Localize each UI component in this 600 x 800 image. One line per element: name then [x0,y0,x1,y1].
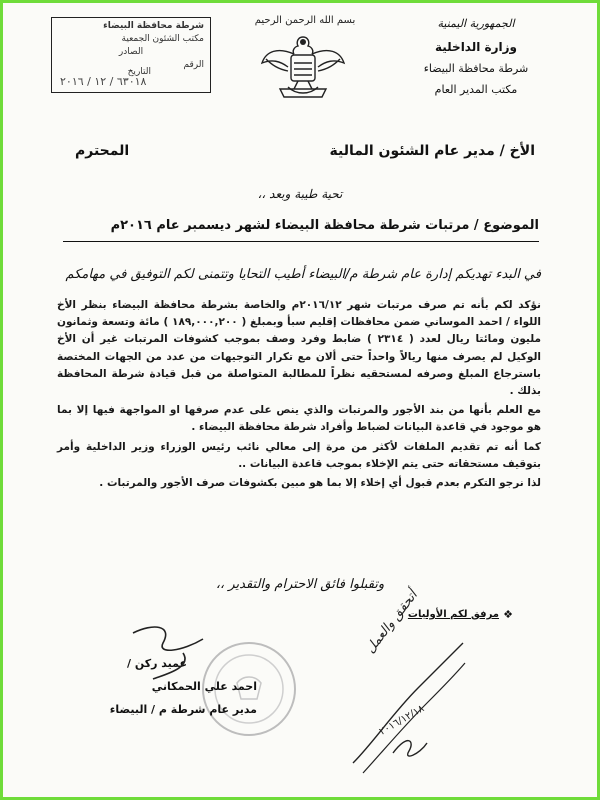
stamp-number: ٦٣٠١٨ / ١٢ / ٢٠١٦ [60,75,147,88]
subject-line: الموضوع / مرتبات شرطة محافظة البيضاء لشهر ديسمبر عام ٢٠١٦م [110,218,539,233]
greeting: تحية طيبة وبعد ،، [257,187,343,201]
closing-regards: وتقبلوا فائق الاحترام والتقدير ،، [215,577,385,592]
attachment-note: مرفق لكم الأوليات [407,609,499,620]
stamp-outgoing: الصادر [118,47,144,57]
ministry-name: وزارة الداخلية [434,40,518,54]
subject-underline [63,241,539,242]
signatory-title: مدير عام شرطة م / البيضاء [109,703,257,716]
signatory-name: احمد علي الحمكاني [151,680,257,693]
pen-signature-icon [123,613,243,683]
basmala: بسم الله الرحمن الرحيم [254,15,356,26]
letter-body [57,297,541,494]
body-paragraph: لذا نرجو التكرم بعدم قبول أي إخلاء إلا بما هو مبين بكشوفات صرف الأجور والمرتبات . [99,477,541,490]
yemen-eagle-emblem-icon [258,29,348,107]
outgoing-stamp [51,17,211,93]
signatory-rank: عميد ركن / [126,657,188,670]
police-directorate: شرطة محافظة البيضاء [423,62,529,75]
stamp-office: مكتب الشئون الجمعية [121,34,204,44]
stamp-number-label: الرقم [183,60,204,70]
body-paragraph: كما أنه تم تقديم الملفات لأكثر من مرة إلى معالي نائب رئيس الوزراء وزير الداخلية وأمر بتوقيف مستحقاته حتى يتم الإخلاء بموجب قاعدة البيانات .. [57,440,541,470]
addressee: الأخ / مدير عام الشئون المالية [329,143,535,159]
stamp-police: شرطة محافظة البيضاء [103,21,204,31]
intro-line: في البدء تهديكم إدارة عام شرطة م/البيضاء أطيب التحايا وتتمنى لكم التوفيق في مهامكم [65,267,541,282]
body-paragraph: نؤكد لكم بأنه تم صرف مرتبات شهر ٢٠١٦/١٢م والخاصة بشرطة محافظة البيضاء بنظر الأخ اللواء / احمد الموساني ضمن محافظات إقليم سبأ وبمبلغ ( ١٨٩,٠٠٠,٢٠٠ ) مائة وتسعة وثمانون مليون ومائتا ريال لعدد ( ٢٣١٤ ) ضابط وفرد وصف بموجب كشوفات المرتبات غير أن الأخ الوكيل لم يصرف منها ريالاً واحداً حتى ألان مع تكرار التوجيهات من عدد من الجهات المختصة باسترجاع المبلغ وصرفه لمستحقيه نظراً للمطالبة المتواصلة من قبل قيادة شرطة المحافظة بذلك . [57,299,542,398]
diamond-bullet-icon: ❖ [503,608,513,621]
letterhead [391,17,561,96]
handwritten-text: أتحقق والعمل [363,588,421,657]
body-paragraph: مع العلم بأنها من بند الأجور والمرتبات والذي ينص على عدم صرفها او المواجهة فيها إلا بما هو موجود في قاعدة البيانات لضباط وأفراد شرطة محافظة البيضاء . [57,404,541,434]
honorific: المحترم [75,143,130,159]
handwritten-date: ٢٠١٦/١٢/١٨ [377,703,427,738]
handwritten-endorsement-icon [323,633,473,783]
republic-name: الجمهورية اليمنية [437,17,515,30]
stamp-date-label: التاريخ [127,67,151,77]
office-name: مكتب المدير العام [434,83,518,96]
